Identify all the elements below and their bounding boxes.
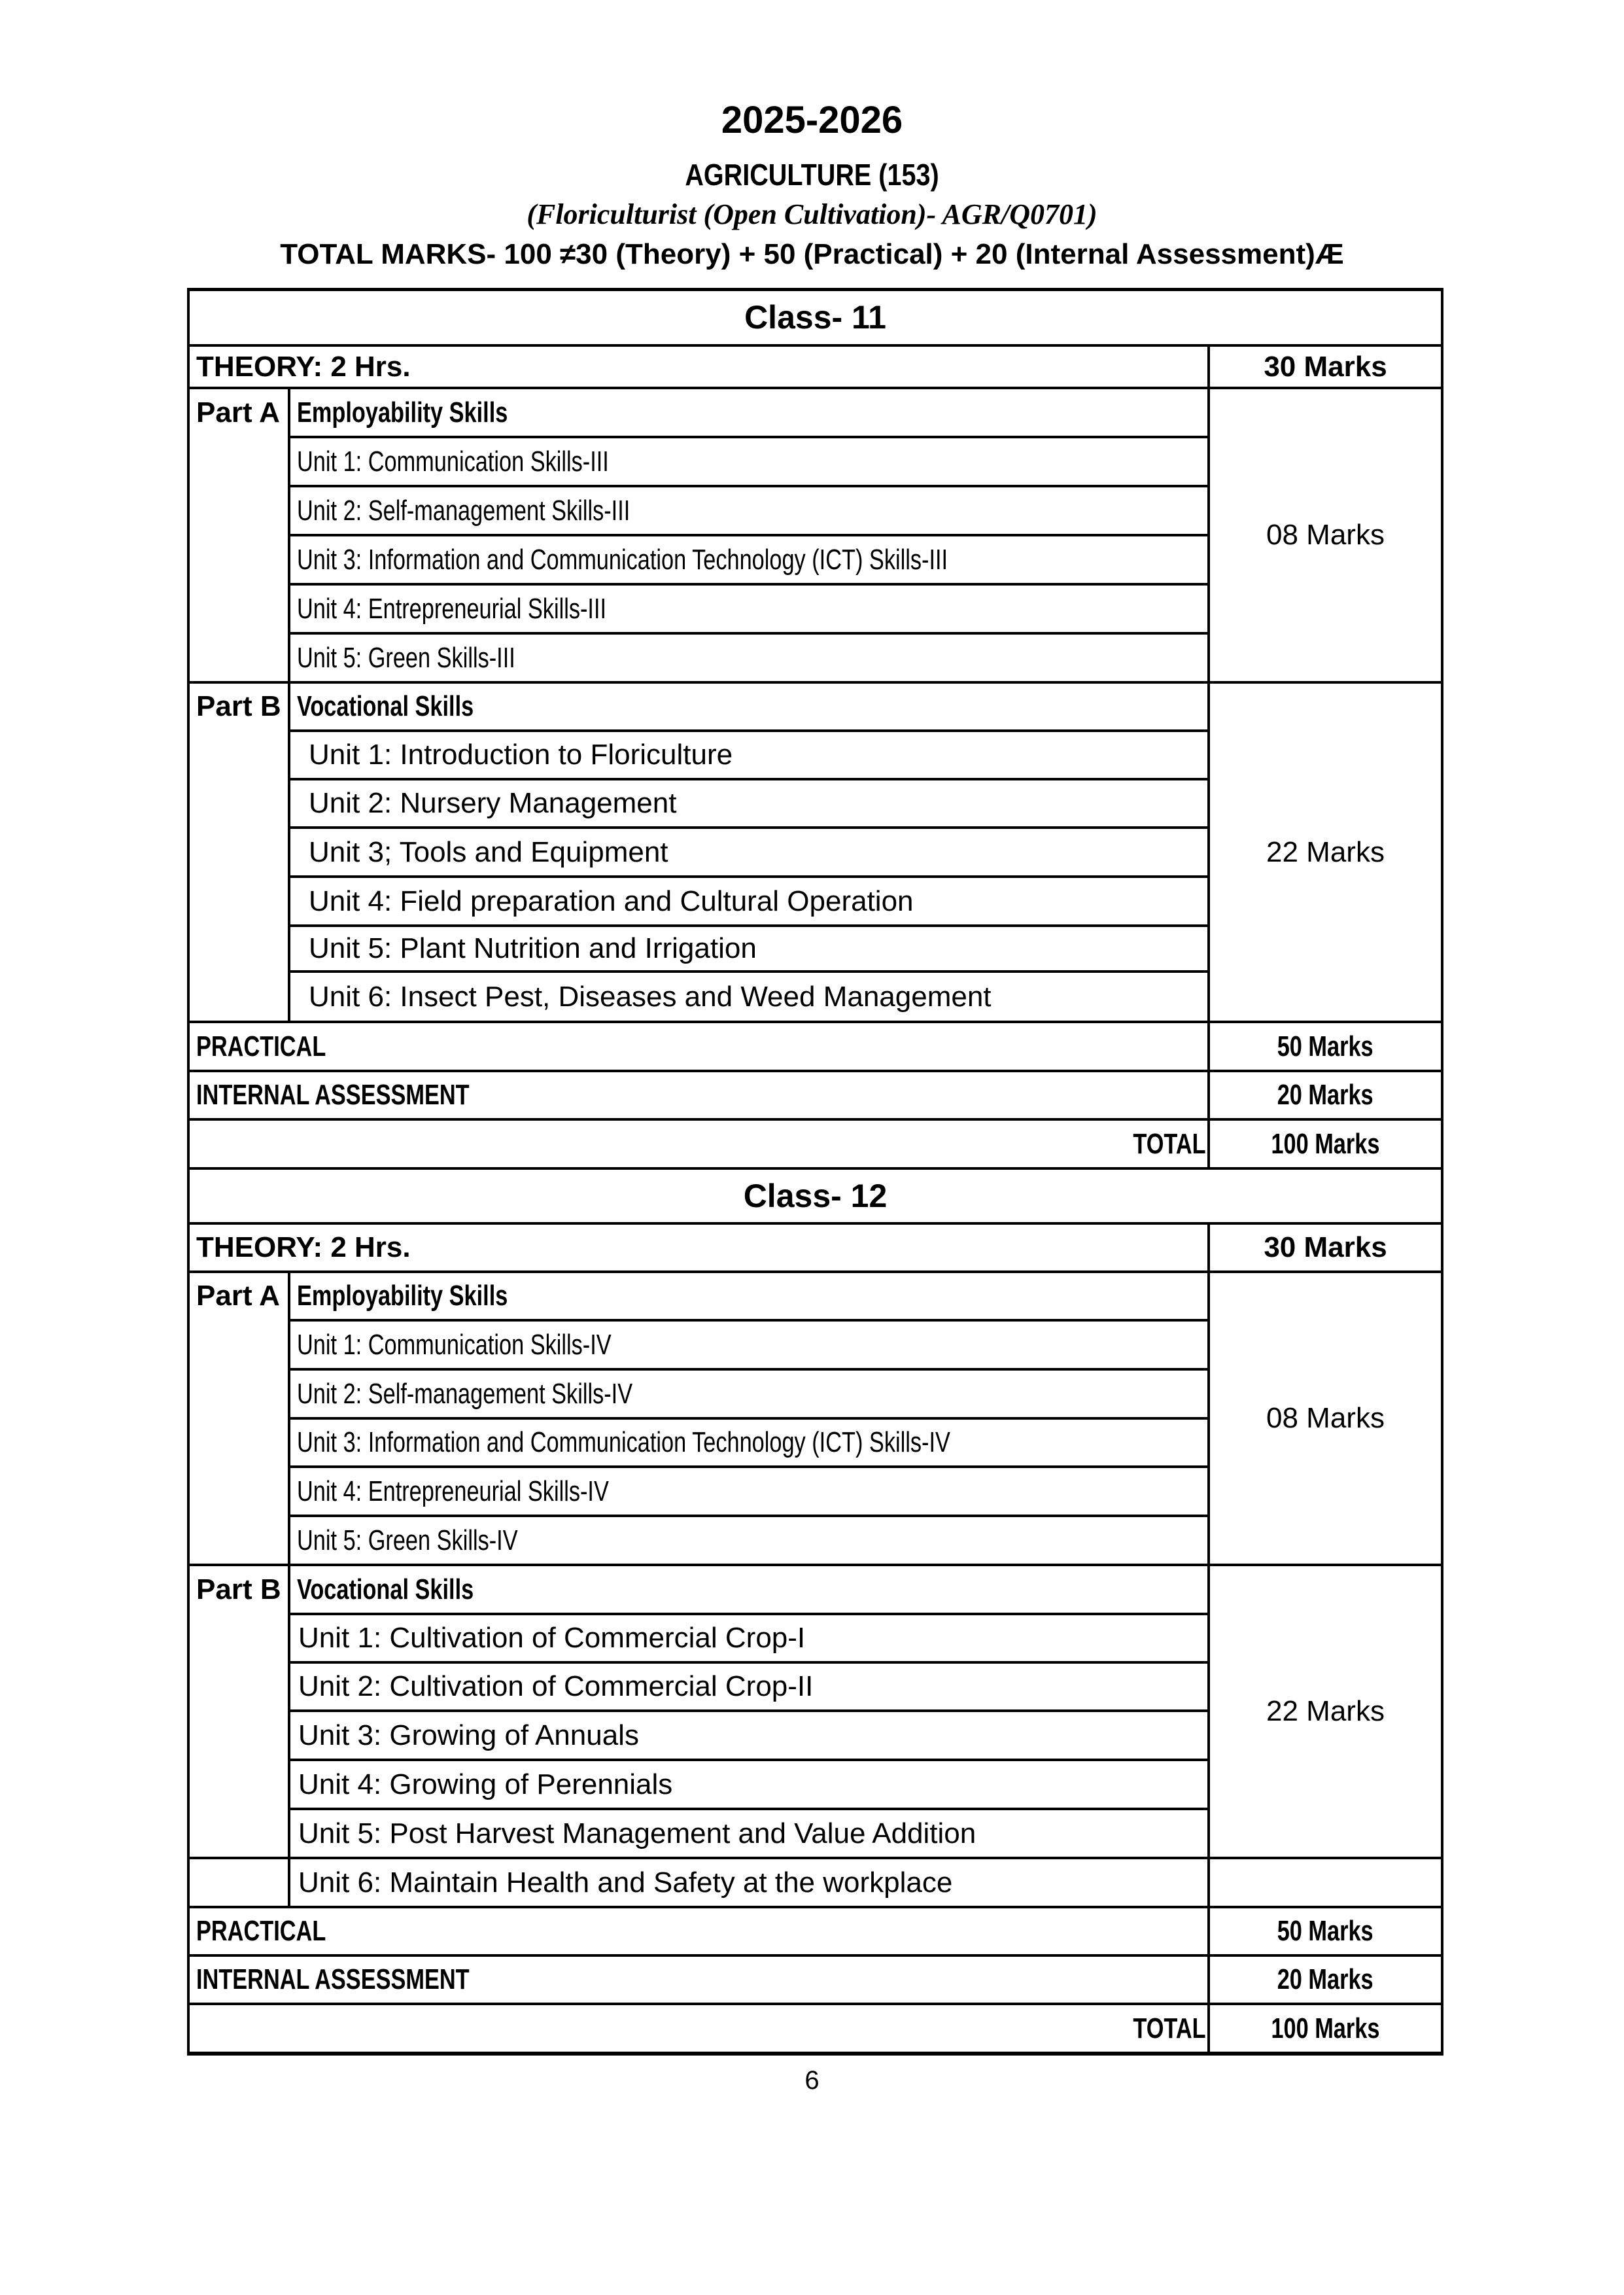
row-line: [187, 387, 1443, 389]
unit-row: Unit 4: Growing of Perennials: [298, 1768, 673, 1800]
theory-marks: 30 Marks: [1264, 1231, 1387, 1263]
unit-line: [288, 1465, 1210, 1468]
row-line: [187, 1021, 1443, 1023]
practical-label: PRACTICAL: [196, 1030, 326, 1062]
row-line: [187, 344, 1443, 347]
part-a-marks: 08 Marks: [1266, 519, 1385, 551]
table-border-left: [187, 288, 190, 2054]
unit-row: Unit 5: Green Skills-III: [297, 641, 515, 674]
unit-line: [288, 826, 1210, 829]
unit-line: [288, 1417, 1210, 1420]
unit-row: Unit 2: Nursery Management: [309, 787, 677, 819]
unit-line: [288, 1661, 1210, 1664]
unit-line: [288, 436, 1210, 438]
class-title: Class- 12: [743, 1178, 888, 1214]
internal-assessment-label: INTERNAL ASSESSMENT: [196, 1079, 470, 1111]
unit-line: [288, 970, 1210, 973]
row-line: [187, 288, 1443, 291]
unit-row: Unit 5: Plant Nutrition and Irrigation: [309, 932, 757, 964]
row-line: [187, 681, 1443, 684]
part-b-marks: 22 Marks: [1266, 1695, 1385, 1727]
row-line: [187, 2003, 1443, 2005]
unit-line: [288, 632, 1210, 635]
total-label: TOTAL: [1133, 2012, 1206, 2044]
part-column-divider: [288, 1272, 290, 1907]
row-line: [187, 1906, 1443, 1908]
row-line: [187, 1270, 1443, 1273]
marks-column-divider: [1207, 345, 1210, 1168]
part-a-label: Part A: [196, 1280, 280, 1312]
unit-line: [288, 1613, 1210, 1615]
part-b-label: Part B: [196, 1573, 281, 1605]
unit-line: [288, 583, 1210, 586]
row-line: [187, 1070, 1443, 1072]
row-line: [187, 1954, 1443, 1957]
unit-row: Unit 5: Post Harvest Management and Value Addition: [298, 1817, 976, 1849]
part-a-heading: Employability Skills: [297, 1280, 508, 1312]
row-line: [187, 1167, 1443, 1170]
unit-row: Unit 3: Information and Communication Technology (ICT) Skills-IV: [297, 1426, 950, 1458]
unit-line: [288, 924, 1210, 927]
unit-row: Unit 1: Cultivation of Commercial Crop-I: [298, 1622, 806, 1654]
total-marks-summary: TOTAL MARKS- 100 ≠30 (Theory) + 50 (Practical) + 20 (Internal Assessment)Æ: [280, 238, 1344, 270]
part-a-label: Part A: [196, 396, 280, 429]
marks-column-divider: [1207, 1223, 1210, 2053]
part-b-label: Part B: [196, 690, 281, 722]
row-line: [187, 1857, 1443, 1859]
unit-row: Unit 1: Communication Skills-IV: [297, 1328, 612, 1361]
unit-row: Unit 2: Self-management Skills-IV: [297, 1377, 633, 1410]
academic-year: 2025-2026: [721, 99, 903, 141]
theory-marks: 30 Marks: [1264, 350, 1387, 383]
unit-row: Unit 3: Information and Communication Technology (ICT) Skills-III: [297, 543, 948, 576]
row-line: [187, 2052, 1443, 2056]
unit-row: Unit 4: Entrepreneurial Skills-IV: [297, 1475, 609, 1507]
unit-line: [288, 1515, 1210, 1517]
unit-line: [288, 1759, 1210, 1761]
unit-row: Unit 2: Self-management Skills-III: [297, 494, 631, 527]
row-line: [187, 1564, 1443, 1566]
total-marks: 100 Marks: [1271, 1127, 1380, 1160]
unit-row: Unit 1: Introduction to Floriculture: [309, 739, 733, 771]
internal-assessment-marks: 20 Marks: [1277, 1963, 1373, 1995]
table-border-right: [1441, 288, 1443, 2054]
unit-row: Unit 4: Entrepreneurial Skills-III: [297, 592, 607, 625]
unit-line: [288, 1319, 1210, 1322]
part-a-heading: Employability Skills: [297, 396, 508, 429]
theory-label: THEORY: 2 Hrs.: [196, 1231, 411, 1263]
practical-marks: 50 Marks: [1277, 1915, 1373, 1947]
part-a-marks: 08 Marks: [1266, 1402, 1385, 1434]
unit-line: [288, 485, 1210, 487]
unit-row: Unit 1: Communication Skills-III: [297, 445, 609, 478]
internal-assessment-label: INTERNAL ASSESSMENT: [196, 1963, 470, 1995]
page-number: 6: [804, 2066, 820, 2095]
unit-line: [288, 778, 1210, 780]
subject-title: AGRICULTURE (153): [685, 158, 939, 192]
unit-line: [288, 875, 1210, 878]
unit-row: Unit 5: Green Skills-IV: [297, 1524, 518, 1556]
job-role-title: (Floriculturist (Open Cultivation)- AGR/Q0701): [527, 198, 1097, 230]
total-marks: 100 Marks: [1271, 2012, 1380, 2044]
internal-assessment-marks: 20 Marks: [1277, 1079, 1373, 1111]
unit-row: Unit 4: Field preparation and Cultural Operation: [309, 885, 914, 917]
unit-row: Unit 2: Cultivation of Commercial Crop-II: [298, 1670, 814, 1702]
practical-marks: 50 Marks: [1277, 1030, 1373, 1062]
unit-line: [288, 1368, 1210, 1371]
row-line: [187, 1222, 1443, 1225]
part-b-marks: 22 Marks: [1266, 835, 1385, 868]
practical-label: PRACTICAL: [196, 1915, 326, 1947]
unit-row: Unit 6: Insect Pest, Diseases and Weed Management: [309, 980, 992, 1013]
unit-line: [288, 1709, 1210, 1712]
part-b-heading: Vocational Skills: [297, 1573, 474, 1605]
class-title: Class- 11: [744, 299, 886, 336]
part-b-heading: Vocational Skills: [297, 690, 474, 722]
unit-row: Unit 3; Tools and Equipment: [309, 835, 668, 868]
unit-line: [288, 1808, 1210, 1810]
unit-line: [288, 729, 1210, 732]
total-label: TOTAL: [1133, 1127, 1206, 1160]
row-line: [187, 1118, 1443, 1121]
unit-row: Unit 6: Maintain Health and Safety at the workplace: [298, 1866, 953, 1899]
theory-label: THEORY: 2 Hrs.: [196, 350, 411, 383]
unit-row: Unit 3: Growing of Annuals: [298, 1719, 639, 1751]
unit-line: [288, 534, 1210, 536]
